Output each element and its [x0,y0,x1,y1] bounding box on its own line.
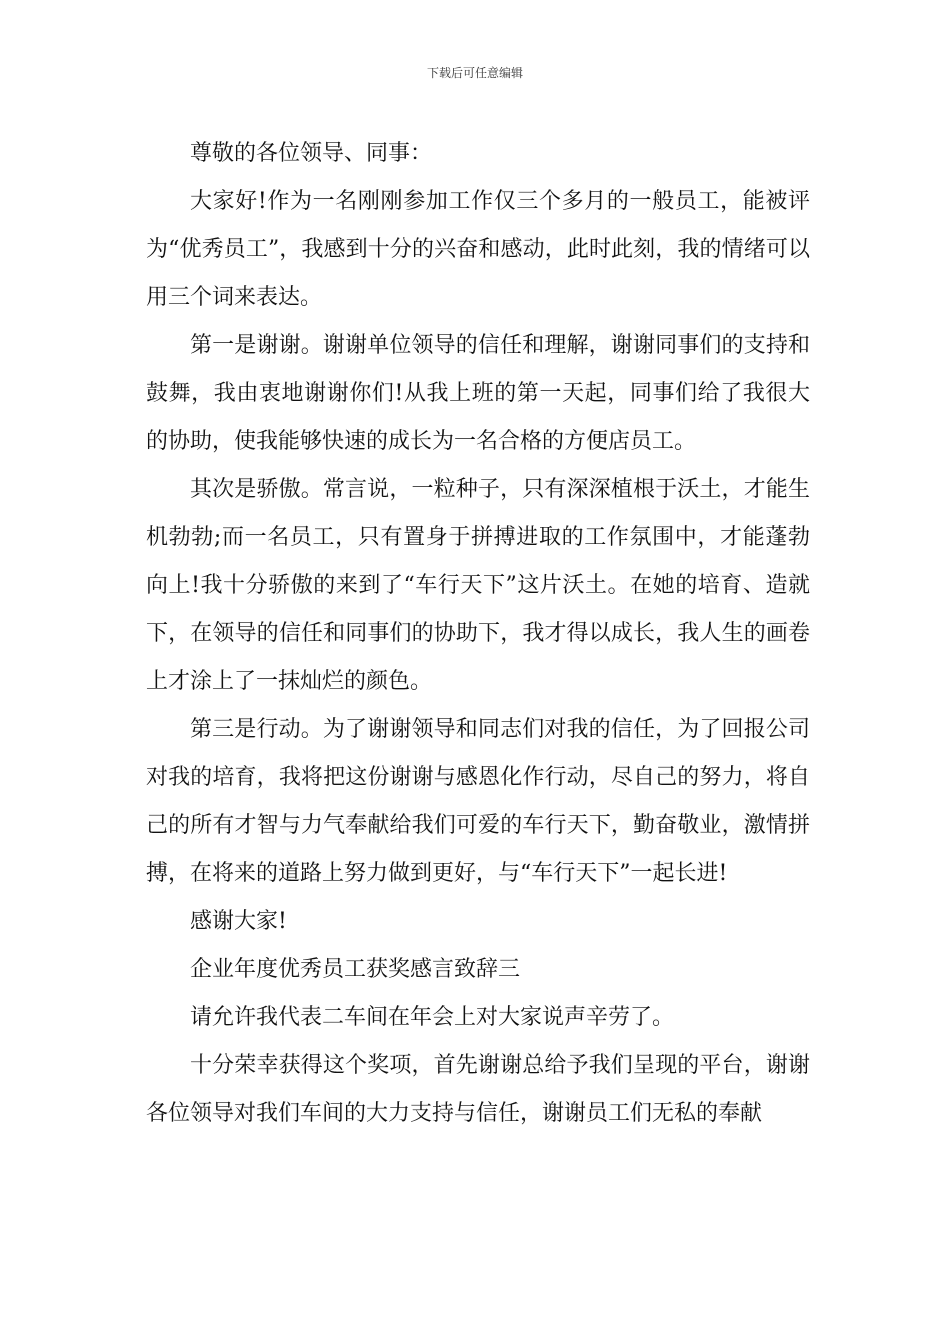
paragraph-thanks-all: 感谢大家! [190,909,287,934]
document-body [146,130,810,1138]
paragraph-salutation: 尊敬的各位领导、同事： [190,141,433,166]
paragraph-second-pride: 其次是骄傲。常言说，一粒种子，只有深深植根于沃土，才能生机勃勃;而一名员工，只有置身于拼搏进取的工作氛围中，才能蓬勃向上!我十分骄傲的来到了“车行天下”这片沃土。在她的培育、造就下，在领导的信任和同事们的协助下，我才得以成长，我人生的画卷上才涂上了一抹灿烂的颜色。 [146,477,810,694]
header-note: 下载后可任意编辑 [426,66,523,80]
paragraph-greeting: 大家好!作为一名刚刚参加工作仅三个多月的一般员工，能被评为“优秀员工”，我感到十分的兴奋和感动，此时此刻，我的情绪可以用三个词来表达。 [146,189,810,310]
paragraph-third-action: 第三是行动。为了谢谢领导和同志们对我的信任，为了回报公司对我的培育，我将把这份谢谢与感恩化作行动，尽自己的努力，将自己的所有才智与力气奉献给我们可爱的车行天下，勤奋敬业，激情拼搏，在将来的道路上努力做到更好，与“车行天下”一起长进! [146,717,810,886]
paragraph-first-thanks: 第一是谢谢。谢谢单位领导的信任和理解，谢谢同事们的支持和鼓舞，我由衷地谢谢你们!从我上班的第一天起，同事们给了我很大的协助，使我能够快速的成长为一名合格的方便店员工。 [146,333,810,454]
paragraph-honor: 十分荣幸获得这个奖项，首先谢谢总给予我们呈现的平台，谢谢各位领导对我们车间的大力支持与信任，谢谢员工们无私的奉献 [146,1053,810,1126]
section-title: 企业年度优秀员工获奖感言致辞三 [190,957,521,982]
paragraph-opening: 请允许我代表二车间在年会上对大家说声辛劳了。 [190,1005,675,1030]
